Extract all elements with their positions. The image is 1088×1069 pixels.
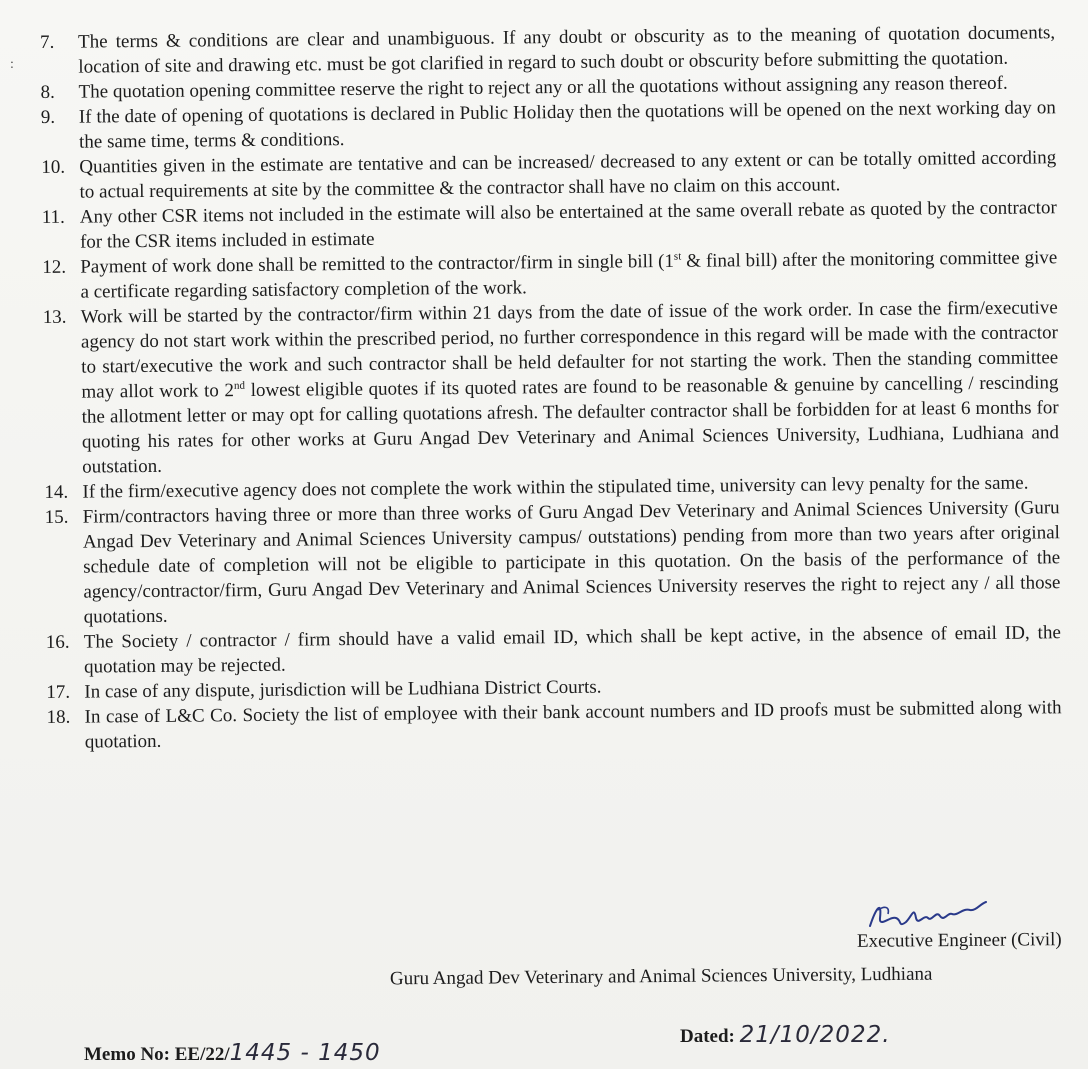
list-item (43, 295, 1060, 480)
designation: Executive Engineer (Civil) (857, 929, 1063, 952)
item-text-part: Work will be started by the contractor/firm within 21 days from the date of issue of the work order. In case the firm/executive agency do not start work within the prescribed period, no further correspondence in this regard will be made with the contractor to start/executive the work and such contractor shall be held defaulter for not starting the work. Then the standing committee may allot work to 2 (80, 297, 1059, 403)
date-field (680, 1022, 891, 1048)
item-number: 15. (44, 506, 69, 528)
item-number: 7. (40, 31, 55, 53)
item-number: 12. (42, 256, 67, 278)
superscript: nd (233, 379, 246, 392)
item-text: If the firm/executive agency does not complete the work within the stipulated time, university can levy penalty for the same. (82, 472, 1029, 503)
item-number: 18. (46, 706, 71, 728)
item-number: 10. (41, 156, 66, 178)
item-text: The quotation opening committee reserve the right to reject any or all the quotations without assigning any reason thereof. (78, 72, 1008, 103)
memo-number (84, 1040, 381, 1066)
item-text-part: lowest eligible quotes if its quoted rates are found to be reasonable & genuine by cancelling / rescinding the allotment letter or may opt for calling quotations afresh. The defaulter contractor shall be forbidden for at least 6 months for quoting his rates for other works at Guru Angad Dev Veterinary and Animal Sciences University, Ludhiana, Ludhiana and outstation. (81, 372, 1060, 478)
university-name: Guru Angad Dev Veterinary and Animal Sciences University, Ludhiana (389, 963, 933, 990)
item-number: 11. (41, 206, 65, 228)
item-text: If the date of opening of quotations is declared in Public Holiday then the quotations will be opened on the next working day on the same time, terms & conditions. (78, 97, 1056, 153)
item-text-part: Payment of work done shall be remitted to the contractor/firm in single bill (1 (80, 250, 675, 278)
memo-label: Memo No: EE/22/ (84, 1044, 230, 1065)
item-number: 16. (45, 631, 70, 653)
item-text: The terms & conditions are clear and unambiguous. If any doubt or obscurity as to the meaning of quotation documents, location of site and drawing etc. must be got clarified in regard to such doubt or obscurity before submitting the quotation. (78, 22, 1056, 78)
list-item (45, 495, 1061, 630)
item-number: 17. (46, 681, 71, 703)
item-number: 13. (42, 306, 67, 328)
item-text: Quantities given in the estimate are tentative and can be increased/ decreased to any extent or can be totally omitted according to actual requirements at site by the committee & the contractor shall have no claim on this account. (79, 147, 1057, 203)
list-item (46, 695, 1061, 755)
date-handwritten: 21/10/2022. (739, 1022, 891, 1048)
item-text: The Society / contractor / firm should have a valid email ID, which shall be kept active, in the absence of email ID, the quotation may be rejected. (83, 622, 1061, 678)
item-text: Firm/contractors having three or more than three works of Guru Angad Dev Veterinary and Animal Sciences University (Guru Angad Dev Veterinary and Animal Sciences University campus/ outstations) pending from more than two years after original schedule date of completion will not be eligible to participate in this quotation. On the basis of the performance of the agency/contractor/firm, Guru Angad Dev Veterinary and Animal Sciences University reserves the right to reject any / all those quotations. (82, 497, 1061, 628)
item-text: Any other CSR items not included in the estimate will also be entertained at the same overall rebate as quoted by the contractor for the CSR items included in estimate (79, 197, 1057, 253)
superscript: st (673, 250, 682, 263)
item-number: 8. (40, 81, 55, 103)
item-text (81, 295, 1060, 479)
item-text: In case of L&C Co. Society the list of employee with their bank account numbers and ID proofs must be submitted along with quotation. (84, 697, 1062, 753)
item-text-part: & final bill) after the monitoring committee give a certificate regarding satisfactory completion of the work. (80, 247, 1058, 303)
memo-handwritten: 1445 - 1450 (229, 1040, 381, 1066)
item-text: In case of any dispute, jurisdiction will be Ludhiana District Courts. (84, 676, 602, 703)
item-number: 14. (44, 481, 69, 503)
terms-list (40, 20, 1062, 755)
margin-marks: : (10, 57, 14, 72)
date-label: Dated: (680, 1026, 735, 1047)
item-number: 9. (40, 106, 56, 128)
